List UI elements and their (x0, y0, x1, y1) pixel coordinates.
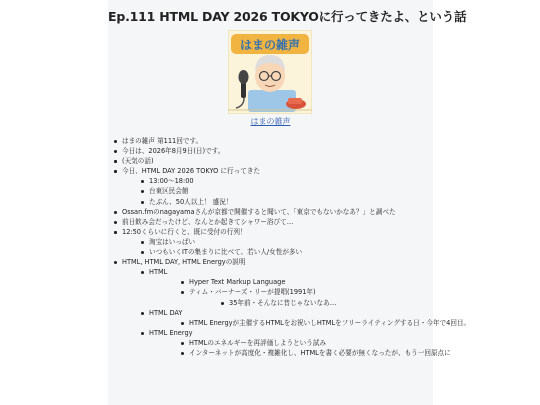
show-notes (108, 136, 471, 358)
list-item-group (108, 227, 433, 257)
list-item-group (122, 308, 471, 328)
list-item: Hyper Text Markup Language (149, 277, 433, 287)
list-item-label: 12:50くらいに行くと、既に受付の行列！ (122, 227, 247, 236)
list-item: はまの雑声 第111回です。 (108, 136, 433, 146)
list-item: 前日飲み会だったけど、なんとか起きてシャワー浴びて… (108, 217, 433, 227)
list-item-label: ティム・バーナーズ・リーが提唱(1991年) (189, 288, 316, 297)
list-item-group (108, 166, 433, 206)
list-item: 今日は、2026年8月9日(日)です。 (108, 146, 433, 156)
list-item: 台東区民会館 (122, 186, 433, 196)
list-item-label: 今日、HTML DAY 2026 TOKYO に行ってきた (122, 167, 261, 176)
list-item: インターネットが高度化・複雑化し、HTMLを書く必要が無くなったが、もう一回原点に (149, 348, 433, 358)
list-item-label: HTML DAY (149, 308, 183, 317)
list-item-group (108, 257, 471, 358)
list-item: HTML Energyが主催するHTMLをお祝いしHTMLをフリーライティングする日・今年で4回目。 (149, 318, 433, 328)
list-item: 淘宝はいっぱい (122, 237, 433, 247)
list-item-group (122, 328, 451, 358)
podcast-link[interactable]: はまの雑声 (250, 117, 291, 126)
podcast-artwork[interactable] (228, 30, 312, 114)
podcast-logo-text: はまの雑声 (239, 38, 301, 52)
list-item-label: HTML, HTML DAY, HTML Energyの説明 (122, 258, 246, 267)
list-item-label: HTML (149, 268, 168, 277)
list-item: HTMLのエネルギーを再評価しようという試み (149, 338, 433, 348)
list-item: (天気の話) (108, 156, 433, 166)
list-item: たぶん、50人以上！ 盛況！ (122, 197, 433, 207)
list-item-group (122, 267, 433, 307)
list-item: 35年前・そんなに昔じゃないなあ… (189, 298, 433, 308)
list-item-group (149, 287, 433, 307)
episode-title: Ep.111 HTML DAY 2026 TOKYOに行ってきたよ、という話 (108, 9, 467, 24)
list-item: 13:00〜18:00 (122, 176, 433, 186)
list-item: Ossan.fmのnagayamaさんが京都で開催すると聞いて、「東京でもないかなあ？」と調べた (108, 207, 433, 217)
list-item: いつもいくITの集まりに比べて、若い人/女性が多い (122, 247, 433, 257)
list-item-label: HTML Energy (149, 328, 193, 337)
